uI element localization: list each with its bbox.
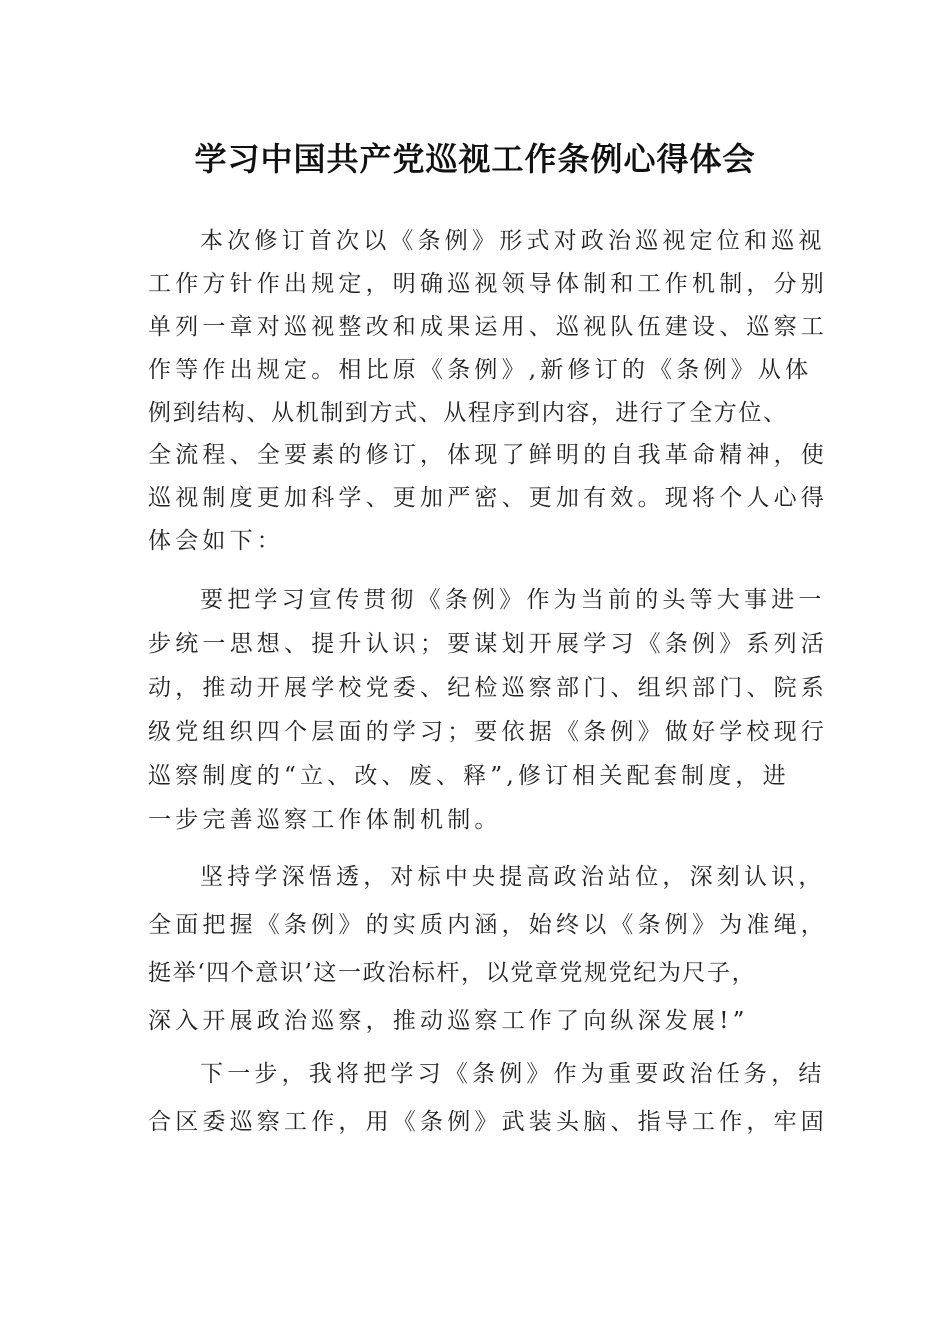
text-line: 例到结构、从机制到方式、从程序到内容，进行了全方位、 [148,399,788,426]
text-line: 全流程、全要素的修订，体现了鲜明的自我革命精神，使 [148,442,828,469]
text-line: 全面把握《条例》的实质内涵，始终以《条例》为准绳， [148,912,828,939]
text-line: 巡视制度更加科学、更加严密、更加有效。现将个人心得 [148,485,828,512]
text-line: 级党组织四个层面的学习；要依据《条例》做好学校现行 [148,719,828,746]
paragraph-4 [148,1050,828,1146]
text-line: 一步完善巡察工作体制机制。 [148,807,502,834]
text-line: 挺举‘四个意识’这一政治标杆，以党章党规党纪为尺子， [148,960,757,987]
text-line: 要把学习宣传贯彻《条例》作为当前的头等大事进一 [200,587,826,614]
text-line: 步统一思想、提升认识；要谋划开展学习《条例》系列活 [148,631,828,658]
text-line: 工作方针作出规定，明确巡视领导体制和工作机制，分别 [148,270,828,297]
document-title: 学习中国共产党巡视工作条例心得体会 [194,140,756,179]
text-line: 动，推动开展学校党委、纪检巡察部门、组织部门、院系 [148,675,828,702]
text-line: 体会如下： [148,528,284,555]
text-line: 单列一章对巡视整改和成果运用、巡视队伍建设、巡察工 [148,313,828,340]
paragraph-3 [148,853,828,1045]
document-body [148,220,828,1146]
paragraph-2 [148,578,828,842]
text-line: 合区委巡察工作，用《条例》武装头脑、指导工作，牢固 [148,1109,828,1136]
text-line: 深入开展政治巡察，推动巡察工作了向纵深发展!” [148,1008,749,1035]
paragraph-1 [148,220,828,563]
text-line: 本次修订首次以《条例》形式对政治巡视定位和巡视 [200,228,826,254]
text-line: 作等作出规定。相比原《条例》,新修订的《条例》从体 [148,356,813,383]
text-line: 坚持学深悟透，对标中央提高政治站位，深刻认识， [200,864,826,891]
text-line: 巡察制度的“立、改、废、释”,修订相关配套制度，进 [148,763,790,790]
text-line: 下一步，我将把学习《条例》作为重要政治任务，结 [200,1061,826,1088]
